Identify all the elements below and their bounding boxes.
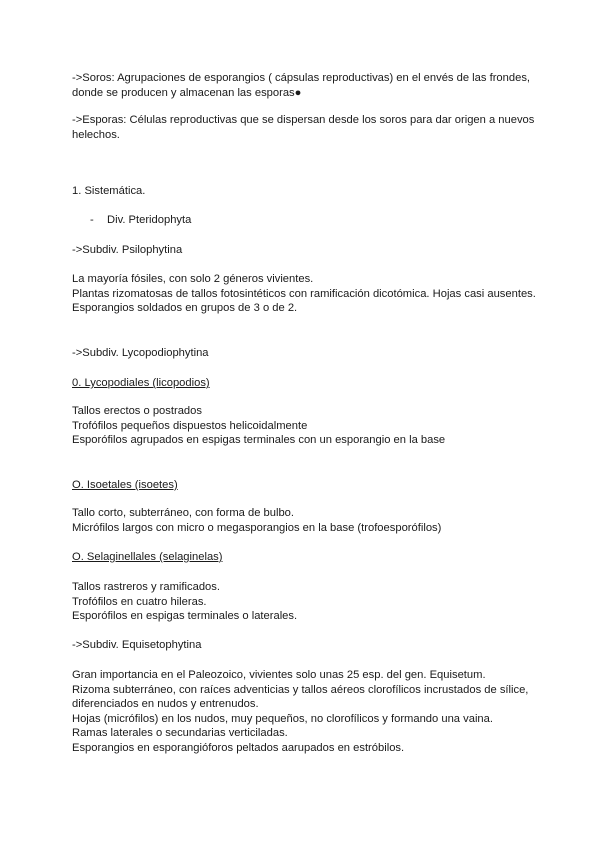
selaginellales-body	[72, 580, 542, 624]
text-line: Rizoma subterráneo, con raíces adventicias y tallos aéreos clorofílicos incrustados de sílice, diferenciados en nudos y entrenudos.	[72, 683, 529, 710]
text-line: Tallo corto, subterráneo, con forma de bulbo.	[72, 507, 295, 519]
text-line: La mayoría fósiles, con solo 2 géneros vivientes.	[72, 273, 314, 285]
bullet-dash: -	[90, 214, 94, 226]
text-line: Esporófilos agrupados en espigas terminales con un esporangio en la base	[72, 434, 446, 446]
text-line: Ramas laterales o secundarias verticiladas.	[72, 727, 288, 739]
section-heading: 1. Sistemática.	[72, 185, 146, 197]
text-line: Esporófilos en espigas terminales o laterales.	[72, 610, 298, 622]
isoetales-title: O. Isoetales (isoetes)	[72, 479, 178, 491]
lycopodiales-title: 0. Lycopodiales (licopodios)	[72, 377, 210, 389]
psilophytina-heading: ->Subdiv. Psilophytina	[72, 244, 183, 256]
lycopodiophytina-heading: ->Subdiv. Lycopodiophytina	[72, 347, 209, 359]
text-line: Micrófilos largos con micro o megasporangios en la base (trofoesporófilos)	[72, 521, 442, 534]
division-bullet	[90, 213, 191, 228]
text-line: Tallos erectos o postrados	[72, 405, 202, 417]
esporas-paragraph: ->Esporas: Células reproductivas que se dispersan desde los soros para dar origen a nuevos helechos.	[72, 114, 535, 141]
division-text: Div. Pteridophyta	[107, 214, 192, 226]
text-line: Tallos rastreros y ramificados.	[72, 581, 220, 593]
soros-paragraph: ->Soros: Agrupaciones de esporangios ( cápsulas reproductivas) en el envés de las frondes, donde se producen y almacenan las esporas●	[72, 72, 531, 99]
text-line: Trofófilos en cuatro hileras.	[72, 595, 207, 608]
selaginellales-title: O. Selaginellales (selaginelas)	[72, 551, 223, 563]
text-line: Esporangios soldados en grupos de 3 o de 2.	[72, 302, 298, 314]
text-line: Hojas (micrófilos) en los nudos, muy pequeños, no clorofílicos y formando una vaina.	[72, 712, 493, 725]
lycopodiales-body	[72, 404, 542, 448]
equisetophytina-body	[72, 668, 542, 755]
text-line: Plantas rizomatosas de tallos fotosintéticos con ramificación dicotómica. Hojas casi ausentes.	[72, 287, 536, 300]
text-line: Esporangios en esporangióforos peltados aarupados en estróbilos.	[72, 741, 405, 754]
isoetales-body	[72, 506, 542, 535]
equisetophytina-heading: ->Subdiv. Equisetophytina	[72, 639, 202, 651]
text-line: Gran importancia en el Paleozoico, vivientes solo unas 25 esp. del gen. Equisetum.	[72, 669, 486, 681]
psilophytina-body	[72, 272, 542, 316]
text-line: Trofófilos pequeños dispuestos helicoidalmente	[72, 419, 308, 432]
